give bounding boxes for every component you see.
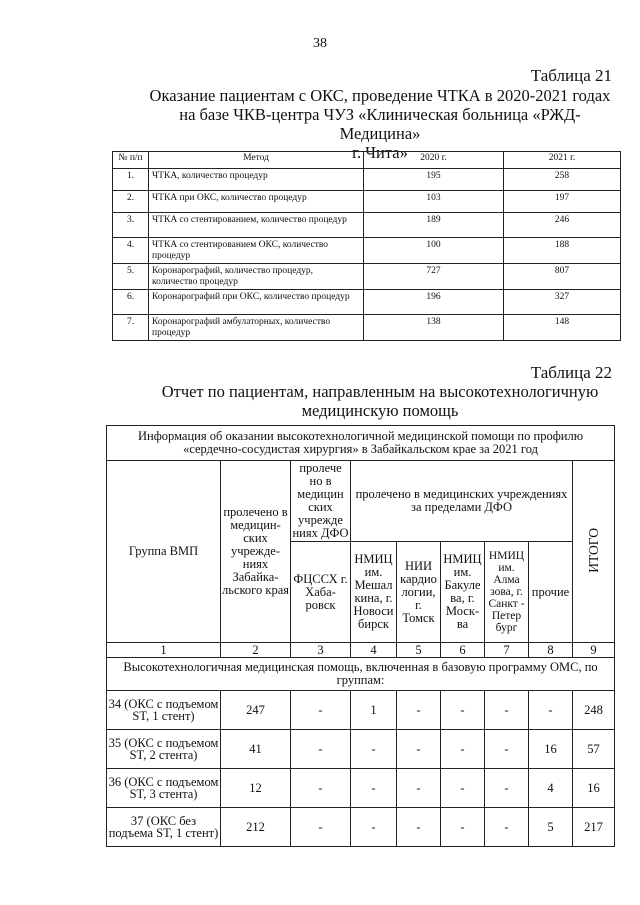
col-header-outside: пролечено в медицинских учреждениях за пределами ДФО xyxy=(351,461,573,542)
row-total: 248 xyxy=(573,691,615,730)
row-value: 4 xyxy=(529,769,573,808)
row-value: - xyxy=(397,808,441,847)
info-header-row xyxy=(107,426,615,461)
row-method: ЧТКА, количество процедур xyxy=(149,169,364,191)
table-22-title-line-1: Отчет по пациентам, направленным на высокотехнологичную xyxy=(161,382,599,401)
info-header: Информация об оказании высокотехнологичной медицинской помощи по профилю «сердечно-сосудистая хирургия» в Забайкальском крае за 2021 год xyxy=(107,426,615,461)
row-number: 4. xyxy=(113,238,149,264)
row-method: ЧТКА при ОКС, количество процедур xyxy=(149,191,364,213)
row-method: Коронарографий амбулаторных, количество процедур xyxy=(149,315,364,341)
row-total: 16 xyxy=(573,769,615,808)
row-value-2020: 189 xyxy=(364,213,504,238)
col-number: 8 xyxy=(529,643,573,658)
row-value: - xyxy=(291,769,351,808)
row-value: - xyxy=(397,730,441,769)
table-22-title xyxy=(150,382,610,420)
row-value-2021: 246 xyxy=(504,213,621,238)
col-number: 3 xyxy=(291,643,351,658)
row-value: - xyxy=(441,808,485,847)
row-number: 1. xyxy=(113,169,149,191)
row-value: - xyxy=(441,730,485,769)
row-value: 212 xyxy=(221,808,291,847)
row-value-2021: 148 xyxy=(504,315,621,341)
row-group: 34 (ОКС с подъемом ST, 1 стент) xyxy=(107,691,221,730)
table-22-title-line-2: медицинскую помощь xyxy=(301,401,459,420)
col-number: 5 xyxy=(397,643,441,658)
row-method: ЧТКА со стентированием, количество процедур xyxy=(149,213,364,238)
col-header-total xyxy=(573,461,615,643)
row-value-2020: 195 xyxy=(364,169,504,191)
table-22-caption: Таблица 22 xyxy=(530,363,612,382)
row-value-2020: 727 xyxy=(364,264,504,290)
row-number: 2. xyxy=(113,191,149,213)
table-21-title-line-2: на базе ЧКВ-центра ЧУЗ «Клиническая больница «РЖД-Медицина» xyxy=(179,105,581,143)
row-value: - xyxy=(351,769,397,808)
table-22 xyxy=(106,425,615,847)
row-value: - xyxy=(485,730,529,769)
row-value: - xyxy=(441,769,485,808)
col-header-meshalkin: НМИЦ им. Мешал кина, г. Новоси бирск xyxy=(351,542,397,643)
col-number: 1 xyxy=(107,643,221,658)
row-method: Коронарографий, количество процедур, количество процедур xyxy=(149,264,364,290)
table-row xyxy=(107,691,615,730)
row-method: ЧТКА со стентированием ОКС, количество процедур xyxy=(149,238,364,264)
table-21-caption: Таблица 21 xyxy=(530,66,612,85)
table-row xyxy=(113,169,621,191)
row-value: - xyxy=(397,691,441,730)
table-row xyxy=(107,769,615,808)
row-value: - xyxy=(351,808,397,847)
row-value: 12 xyxy=(221,769,291,808)
col-header-other: прочие xyxy=(529,542,573,643)
table-21-title-line-1: Оказание пациентам с ОКС, проведение ЧТКА в 2020-2021 годах xyxy=(149,86,611,105)
col-header-2020: 2020 г. xyxy=(364,152,504,169)
row-number: 6. xyxy=(113,290,149,315)
row-value-2020: 138 xyxy=(364,315,504,341)
row-value-2021: 188 xyxy=(504,238,621,264)
col-number: 7 xyxy=(485,643,529,658)
col-header-almazov: НМИЦ им. Алма зова, г. Санкт - Петер бург xyxy=(485,542,529,643)
table-row xyxy=(113,264,621,290)
table-row xyxy=(113,315,621,341)
col-number: 2 xyxy=(221,643,291,658)
col-header-method: Метод xyxy=(149,152,364,169)
row-value: 1 xyxy=(351,691,397,730)
section-label: Высокотехнологичная медицинская помощь, включенная в базовую программу ОМС, по группам: xyxy=(107,658,615,691)
row-value: - xyxy=(291,691,351,730)
row-total: 217 xyxy=(573,808,615,847)
col-number: 4 xyxy=(351,643,397,658)
row-total: 57 xyxy=(573,730,615,769)
row-value-2021: 327 xyxy=(504,290,621,315)
row-value: - xyxy=(485,808,529,847)
col-header-bakulev: НМИЦ им. Бакуле ва, г. Моск-ва xyxy=(441,542,485,643)
row-value: - xyxy=(485,691,529,730)
table-row xyxy=(113,238,621,264)
col-header-number: № п/п xyxy=(113,152,149,169)
row-value-2021: 197 xyxy=(504,191,621,213)
row-value: - xyxy=(291,808,351,847)
row-value-2021: 258 xyxy=(504,169,621,191)
col-header-nii: НИИ кардио логии, г. Томск xyxy=(397,542,441,643)
table-21 xyxy=(112,151,621,341)
row-value: 41 xyxy=(221,730,291,769)
table-row xyxy=(107,808,615,847)
table-row xyxy=(113,290,621,315)
total-label: ИТОГО xyxy=(586,527,602,573)
col-header-fcssh: ФЦССХ г. Хаба-ровск xyxy=(291,542,351,643)
col-header-dfo: пролече но в медицин ских учрежде ниях ДФО xyxy=(292,461,349,540)
row-group: 35 (ОКС с подъемом ST, 2 стента) xyxy=(107,730,221,769)
table-row xyxy=(113,191,621,213)
group-header-row xyxy=(107,461,615,542)
col-header-group: Группа ВМП xyxy=(107,461,221,643)
page-number: 38 xyxy=(313,36,327,51)
row-value: 247 xyxy=(221,691,291,730)
table-row xyxy=(107,730,615,769)
row-value: - xyxy=(291,730,351,769)
row-number: 7. xyxy=(113,315,149,341)
row-value: 16 xyxy=(529,730,573,769)
row-value: - xyxy=(485,769,529,808)
row-value-2020: 196 xyxy=(364,290,504,315)
row-value: - xyxy=(397,769,441,808)
row-value: - xyxy=(529,691,573,730)
row-number: 3. xyxy=(113,213,149,238)
col-number: 9 xyxy=(573,643,615,658)
section-row xyxy=(107,658,615,691)
row-value: - xyxy=(351,730,397,769)
col-header-zabaikal: пролечено в медицин-ских учрежде-ниях Забайка-льского края xyxy=(221,461,291,643)
row-method: Коронарографий при ОКС, количество процедур xyxy=(149,290,364,315)
table-row xyxy=(113,213,621,238)
table-21-title-line-3: г. Чита» xyxy=(352,143,408,162)
col-number: 6 xyxy=(441,643,485,658)
table-21-header-row xyxy=(113,152,621,169)
row-number: 5. xyxy=(113,264,149,290)
column-numbers-row xyxy=(107,643,615,658)
row-value: 5 xyxy=(529,808,573,847)
row-value-2020: 103 xyxy=(364,191,504,213)
row-value-2021: 807 xyxy=(504,264,621,290)
col-header-2021: 2021 г. xyxy=(504,152,621,169)
row-value: - xyxy=(441,691,485,730)
row-group: 36 (ОКС с подъемом ST, 3 стента) xyxy=(107,769,221,808)
row-group: 37 (ОКС без подъема ST, 1 стент) xyxy=(107,808,221,847)
row-value-2020: 100 xyxy=(364,238,504,264)
